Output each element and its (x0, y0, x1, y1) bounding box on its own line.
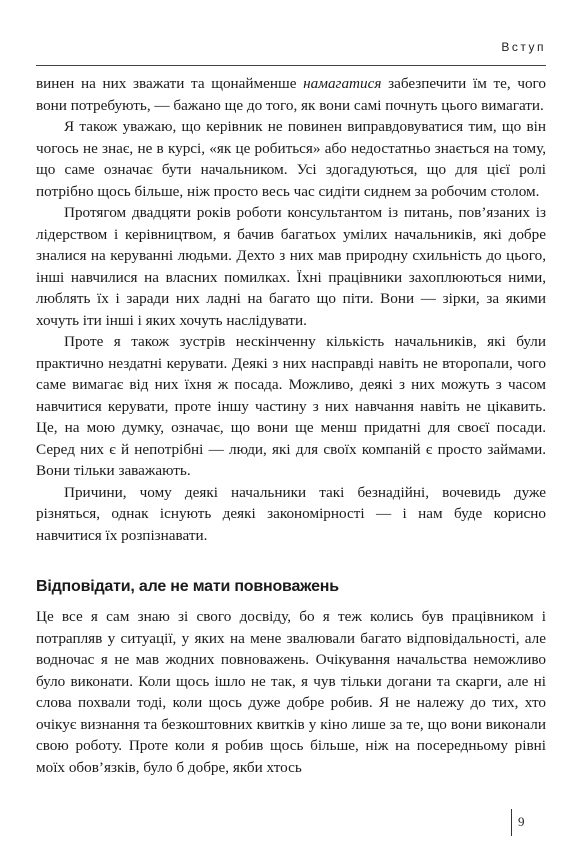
paragraph: Це все я сам знаю зі свого досвіду, бо я теж колись був працівником і потрапляв у ситуації, у яких на мене звалювали багато відповідальності, але водночас я не мав жодних повноважень. Очікування начальства неможливо було виконати. Коли щось ішло не так, я чув тільки догани та скарги, але ні слова похвали тоді, коли щось дуже добре робив. Я не належу до тих, хто очікує визнання та безкоштовних квитків у кіно лише за те, що вони виконали свою роботу. Проте коли я робив щось більше, ніж на посередньому рівні моїх обов’язків, було б добре, якби хтось (36, 608, 546, 776)
paragraph-text: забезпечити їм те, чого вони потребують, — бажано ще до того, як вони самі почнуть цього вимагати. (36, 75, 546, 114)
paragraph-text: винен на них зважати та щонайменше (36, 75, 304, 92)
page-number: 9 (518, 814, 525, 829)
page-number-rule (511, 809, 512, 836)
section-heading: Відповідати, але не мати повноважень (36, 578, 339, 595)
paragraph: Причини, чому деякі начальники такі безнадійні, вочевидь дуже різняться, однак існують деякі закономірності — і нам буде корисно навчитися їх розпізнавати. (36, 483, 546, 544)
paragraph: Протягом двадцяти років роботи консультантом із питань, пов’язаних із лідерством і керівництвом, я бачив багатьох умілих начальників, які добре зналися на керуванні людьми. Дехто з них мав природну схильність до цього, інші навчилися на власних помилках. Їхні працівники захоплюються ними, люблять їх і заради них ладні на багато що піти. Вони — зірки, за якими хочуть іти інші і яких хочуть наслідувати. (36, 204, 546, 329)
running-head: Вступ (501, 40, 546, 54)
paragraph-continued (36, 73, 546, 116)
header-rule (36, 65, 546, 66)
emphasis-text: намагатися (303, 75, 382, 92)
paragraph: Я також уважаю, що керівник не повинен виправдовуватися тим, що він чогось не знає, не в курсі, «як це робиться» або недостатньо знається на тому, що саме означає бути начальником. Усі здогадуються, що для цієї ролі потрібно щось більше, ніж просто весь час сидіти сиднем за робочим столом. (36, 118, 546, 200)
paragraph: Проте я також зустрів нескінченну кількість начальників, які були практично нездатні керувати. Деякі з них насправді навіть не второпали, чого саме вимагає від них їхня ж посада. Можливо, деякі з них можуть з часом навчитися керувати, проте іншу частину з них навчання навіть не цікавить. Це, на мою думку, означає, що вони ще менш придатні для своєї посади. Серед них є й непотрібні — люди, які для своїх компаній є просто займами. Вони тільки заважають. (36, 333, 546, 479)
body-text (36, 73, 546, 778)
